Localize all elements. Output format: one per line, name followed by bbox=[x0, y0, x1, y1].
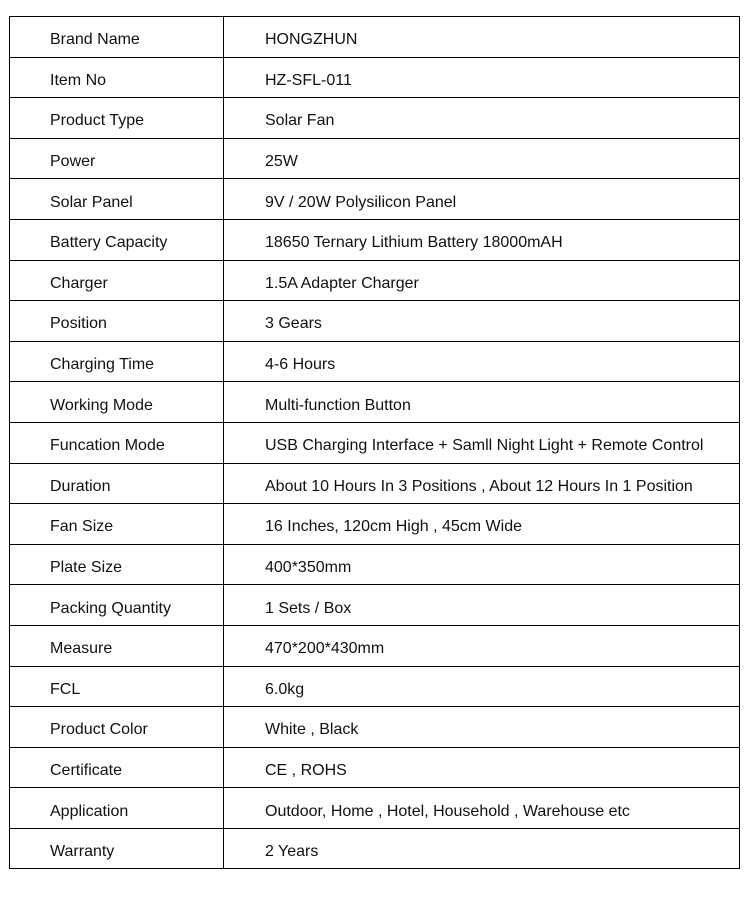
spec-value: 3 Gears bbox=[224, 301, 740, 342]
spec-value: 18650 Ternary Lithium Battery 18000mAH bbox=[224, 219, 740, 260]
product-spec-table bbox=[9, 16, 740, 869]
spec-value: Solar Fan bbox=[224, 98, 740, 139]
spec-value: 470*200*430mm bbox=[224, 625, 740, 666]
table-row bbox=[10, 219, 740, 260]
spec-label: Product Type bbox=[10, 98, 224, 139]
table-row bbox=[10, 788, 740, 829]
table-row bbox=[10, 260, 740, 301]
spec-value: 1.5A Adapter Charger bbox=[224, 260, 740, 301]
table-row bbox=[10, 301, 740, 342]
spec-value: 9V / 20W Polysilicon Panel bbox=[224, 179, 740, 220]
spec-label: Packing Quantity bbox=[10, 585, 224, 626]
spec-value: 6.0kg bbox=[224, 666, 740, 707]
spec-label: Application bbox=[10, 788, 224, 829]
spec-value: 25W bbox=[224, 138, 740, 179]
table-row bbox=[10, 463, 740, 504]
spec-value: About 10 Hours In 3 Positions , About 12 Hours In 1 Position bbox=[224, 463, 740, 504]
spec-value: White , Black bbox=[224, 707, 740, 748]
table-row bbox=[10, 341, 740, 382]
spec-label: Item No bbox=[10, 57, 224, 98]
table-row bbox=[10, 138, 740, 179]
table-row bbox=[10, 828, 740, 869]
table-row bbox=[10, 625, 740, 666]
spec-label: Working Mode bbox=[10, 382, 224, 423]
spec-label: Power bbox=[10, 138, 224, 179]
spec-label: Position bbox=[10, 301, 224, 342]
spec-value: HZ-SFL-011 bbox=[224, 57, 740, 98]
spec-label: Product Color bbox=[10, 707, 224, 748]
spec-label: FCL bbox=[10, 666, 224, 707]
spec-value: USB Charging Interface + Samll Night Light + Remote Control bbox=[224, 422, 740, 463]
table-row bbox=[10, 422, 740, 463]
spec-label: Funcation Mode bbox=[10, 422, 224, 463]
spec-value: Multi-function Button bbox=[224, 382, 740, 423]
spec-label: Charger bbox=[10, 260, 224, 301]
spec-label: Brand Name bbox=[10, 17, 224, 58]
spec-label: Warranty bbox=[10, 828, 224, 869]
spec-label: Plate Size bbox=[10, 544, 224, 585]
spec-value: CE , ROHS bbox=[224, 747, 740, 788]
table-row bbox=[10, 17, 740, 58]
spec-value: HONGZHUN bbox=[224, 17, 740, 58]
spec-value: 16 Inches, 120cm High , 45cm Wide bbox=[224, 504, 740, 545]
table-row bbox=[10, 707, 740, 748]
spec-value: 400*350mm bbox=[224, 544, 740, 585]
spec-label: Charging Time bbox=[10, 341, 224, 382]
table-row bbox=[10, 179, 740, 220]
table-row bbox=[10, 585, 740, 626]
spec-label: Duration bbox=[10, 463, 224, 504]
table-row bbox=[10, 98, 740, 139]
table-row bbox=[10, 544, 740, 585]
spec-value: 1 Sets / Box bbox=[224, 585, 740, 626]
spec-label: Measure bbox=[10, 625, 224, 666]
table-row bbox=[10, 57, 740, 98]
table-row bbox=[10, 747, 740, 788]
spec-label: Certificate bbox=[10, 747, 224, 788]
table-row bbox=[10, 382, 740, 423]
spec-label: Solar Panel bbox=[10, 179, 224, 220]
spec-value: 2 Years bbox=[224, 828, 740, 869]
table-row bbox=[10, 504, 740, 545]
spec-label: Fan Size bbox=[10, 504, 224, 545]
spec-label: Battery Capacity bbox=[10, 219, 224, 260]
spec-value: 4-6 Hours bbox=[224, 341, 740, 382]
spec-value: Outdoor, Home , Hotel, Household , Warehouse etc bbox=[224, 788, 740, 829]
table-row bbox=[10, 666, 740, 707]
